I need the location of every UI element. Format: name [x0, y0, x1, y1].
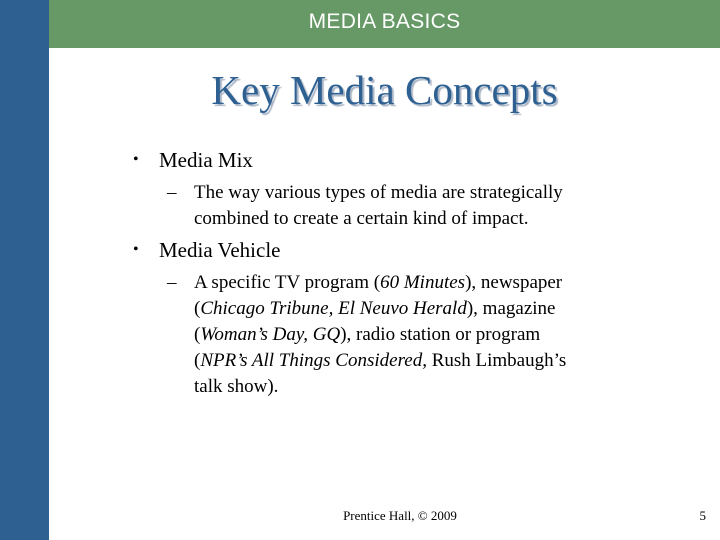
- sub-line: (NPR’s All Things Considered, Rush Limbaugh’s: [194, 350, 567, 371]
- sub-line: combined to create a certain kind of impact.: [194, 208, 529, 229]
- slide-title: Key Media Concepts: [211, 67, 558, 113]
- sub-line: talk show).: [194, 376, 279, 397]
- section-label: MEDIA BASICS: [308, 10, 461, 33]
- sub-line: (Woman’s Day, GQ), radio station or program: [194, 324, 541, 345]
- sub-line: A specific TV program (60 Minutes), newspaper: [194, 272, 563, 293]
- sub-line: (Chicago Tribune, El Neuvo Herald), magazine: [194, 298, 556, 319]
- sub-line: The way various types of media are strategically: [194, 182, 563, 203]
- left-sidebar-bar: [0, 0, 49, 540]
- bullet-label: Media Vehicle: [159, 238, 281, 262]
- dash-icon: –: [167, 272, 177, 293]
- bullet-dot-icon: •: [133, 241, 139, 258]
- page-number: 5: [699, 508, 706, 523]
- footer-credit: Prentice Hall, © 2009: [343, 508, 457, 523]
- bullet-dot-icon: •: [133, 151, 139, 168]
- dash-icon: –: [167, 182, 177, 203]
- bullet-label: Media Mix: [159, 148, 253, 172]
